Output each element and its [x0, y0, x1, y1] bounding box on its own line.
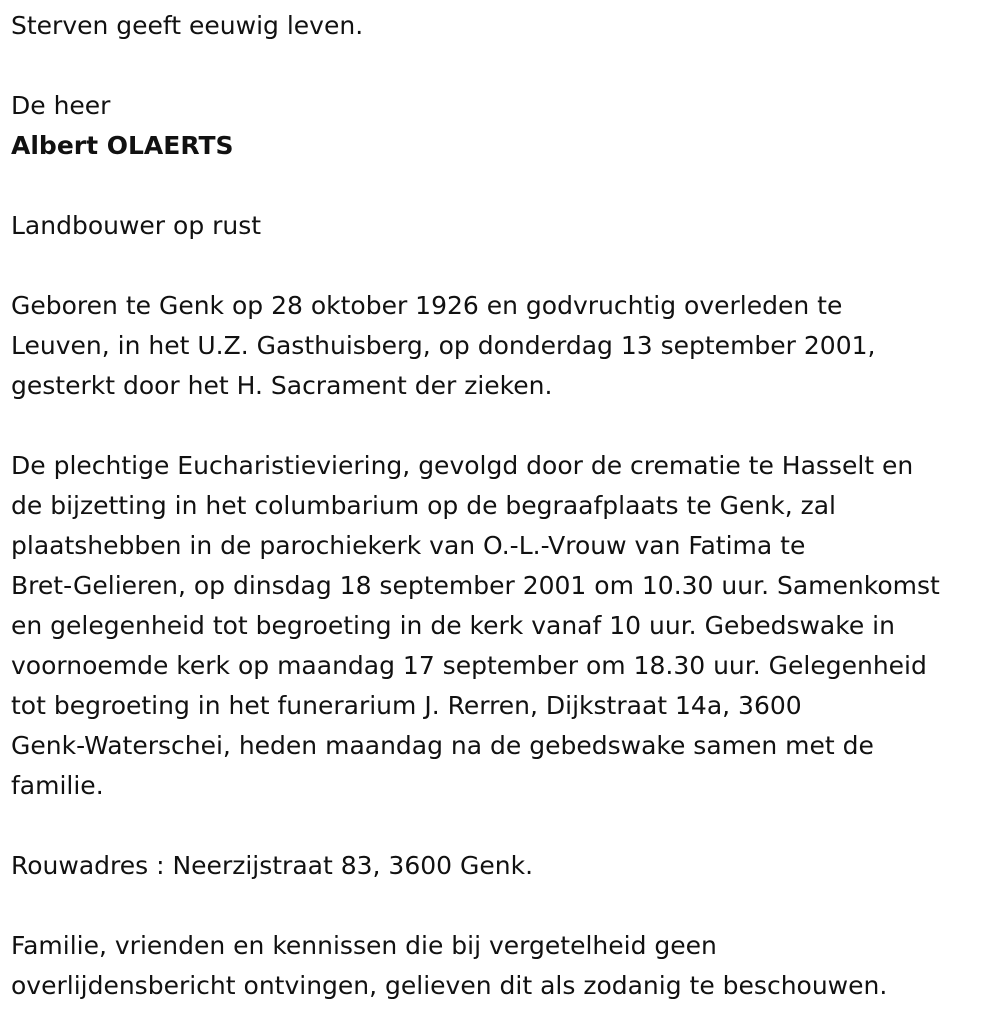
paragraph-line: Geboren te Genk op 28 oktober 1926 en godvruchtig overleden te	[11, 291, 843, 320]
spacer	[11, 886, 991, 926]
spacer	[11, 166, 991, 206]
paragraph-line: de bijzetting in het columbarium op de begraafplaats te Genk, zal	[11, 491, 836, 520]
paragraph-line: overlijdensbericht ontvingen, gelieven dit als zodanig te beschouwen.	[11, 971, 888, 1000]
deceased-name: Albert OLAERTS	[11, 131, 234, 160]
closing-paragraph	[11, 926, 991, 1006]
spacer	[11, 406, 991, 446]
paragraph-line: gesterkt door het H. Sacrament der zieken.	[11, 371, 553, 400]
paragraph-line: Bret-Gelieren, op dinsdag 18 september 2001 om 10.30 uur. Samenkomst	[11, 571, 940, 600]
paragraph-line: tot begroeting in het funerarium J. Rerren, Dijkstraat 14a, 3600	[11, 691, 802, 720]
spacer	[11, 246, 991, 286]
occupation: Landbouwer op rust	[11, 211, 262, 240]
ceremony-paragraph	[11, 446, 991, 806]
death-notice	[11, 0, 991, 1006]
paragraph-line: Familie, vrienden en kennissen die bij vergetelheid geen	[11, 931, 717, 960]
spacer	[11, 806, 991, 846]
paragraph-line: plaatshebben in de parochiekerk van O.-L.-Vrouw van Fatima te	[11, 531, 806, 560]
paragraph-line: De plechtige Eucharistieviering, gevolgd door de crematie te Hasselt en	[11, 451, 914, 480]
motto: Sterven geeft eeuwig leven.	[11, 11, 364, 40]
spacer	[11, 46, 991, 86]
paragraph-line: en gelegenheid tot begroeting in de kerk vanaf 10 uur. Gebedswake in	[11, 611, 895, 640]
salutation: De heer	[11, 91, 111, 120]
paragraph-line: Leuven, in het U.Z. Gasthuisberg, op donderdag 13 september 2001,	[11, 331, 876, 360]
birth-death-paragraph	[11, 286, 991, 406]
paragraph-line: Genk-Waterschei, heden maandag na de gebedswake samen met de	[11, 731, 874, 760]
paragraph-line: familie.	[11, 771, 104, 800]
paragraph-line: voornoemde kerk op maandag 17 september om 18.30 uur. Gelegenheid	[11, 651, 927, 680]
mourning-address: Rouwadres : Neerzijstraat 83, 3600 Genk.	[11, 851, 534, 880]
